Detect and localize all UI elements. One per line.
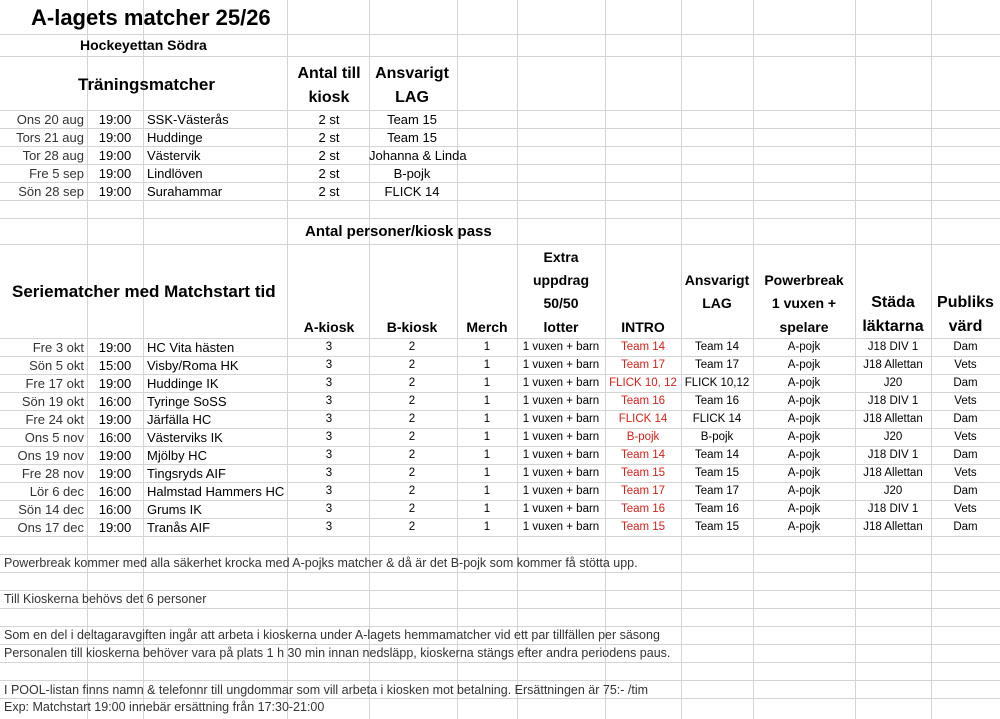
grid-row-line <box>0 200 1000 201</box>
series-lag-cell: Team 15 <box>694 467 740 479</box>
grid-row-line <box>0 536 1000 537</box>
training-opponent-cell: Lindlöven <box>147 166 203 181</box>
training-date-cell: Sön 28 sep <box>18 184 84 199</box>
col-extra-l3: 50/50 <box>543 295 579 311</box>
series-time-cell: 16:00 <box>98 484 132 499</box>
series-stada-cell: J18 DIV 1 <box>867 341 919 353</box>
series-a-cell: 3 <box>325 377 333 389</box>
grid-row-line <box>0 572 1000 573</box>
grid-row-line <box>0 590 1000 591</box>
series-a-cell: 3 <box>325 431 333 443</box>
grid-row-line <box>0 698 1000 699</box>
series-extra-cell: 1 vuxen + barn <box>522 449 600 461</box>
series-publik-cell: Vets <box>954 467 977 479</box>
col-stada-l1: Städa <box>871 294 915 311</box>
series-lag-cell: Team 15 <box>694 521 740 533</box>
series-stada-cell: J18 DIV 1 <box>867 503 919 515</box>
training-time-cell: 19:00 <box>98 166 132 181</box>
note-staff-time: Personalen till kioskerna behöver vara på plats 1 h 30 min innan nedsläpp, kioskerna stängs efter andra periodens paus. <box>4 646 671 660</box>
series-intro-cell: B-pojk <box>626 431 660 443</box>
grid-column-line <box>143 0 144 719</box>
series-time-cell: 19:00 <box>98 376 132 391</box>
series-merch-cell: 1 <box>483 377 491 389</box>
series-time-cell: 16:00 <box>98 430 132 445</box>
training-kiosk-cell: 2 st <box>318 166 340 181</box>
series-date-cell: Fre 17 okt <box>25 376 84 391</box>
grid-row-line <box>0 662 1000 663</box>
series-a-cell: 3 <box>325 341 333 353</box>
series-b-cell: 2 <box>408 449 416 461</box>
series-pb-cell: A-pojk <box>787 503 821 515</box>
col-lag-l2: LAG <box>702 295 732 311</box>
series-publik-cell: Vets <box>954 395 977 407</box>
series-publik-cell: Vets <box>954 359 977 371</box>
series-publik-cell: Dam <box>953 521 978 533</box>
series-date-cell: Sön 14 dec <box>18 502 84 517</box>
series-heading: Seriematcher med Matchstart tid <box>12 282 276 301</box>
grid-row-line <box>0 34 1000 35</box>
series-date-cell: Sön 19 okt <box>21 394 84 409</box>
series-time-cell: 16:00 <box>98 394 132 409</box>
training-kiosk-cell: 2 st <box>318 130 340 145</box>
series-b-cell: 2 <box>408 341 416 353</box>
series-lag-cell: Team 14 <box>694 341 740 353</box>
training-col-kiosk-l1: Antal till <box>297 65 361 82</box>
col-extra-l1: Extra <box>543 249 579 265</box>
series-b-cell: 2 <box>408 395 416 407</box>
series-merch-cell: 1 <box>483 449 491 461</box>
training-lag-cell: Team 15 <box>387 130 437 145</box>
series-intro-cell: Team 14 <box>620 449 666 461</box>
series-pb-cell: A-pojk <box>787 359 821 371</box>
series-stada-cell: J20 <box>883 485 903 497</box>
series-intro-cell: FLICK 10, 12 <box>609 377 677 389</box>
series-publik-cell: Vets <box>954 431 977 443</box>
series-extra-cell: 1 vuxen + barn <box>522 521 600 533</box>
training-date-cell: Tors 21 aug <box>16 130 84 145</box>
series-date-cell: Lör 6 dec <box>29 484 84 499</box>
series-stada-cell: J18 Allettan <box>863 521 923 533</box>
training-opponent-cell: Huddinge <box>147 130 203 145</box>
grid-row-line <box>0 644 1000 645</box>
series-b-cell: 2 <box>408 359 416 371</box>
series-stada-cell: J18 DIV 1 <box>867 449 919 461</box>
series-publik-cell: Vets <box>954 503 977 515</box>
series-opponent-cell: Huddinge IK <box>147 376 219 391</box>
series-pb-cell: A-pojk <box>787 521 821 533</box>
league-name: Hockeyettan Södra <box>80 37 207 53</box>
grid-row-line <box>0 374 1000 375</box>
series-date-cell: Ons 19 nov <box>17 448 84 463</box>
training-time-cell: 19:00 <box>98 130 132 145</box>
col-powerbreak-l1: Powerbreak <box>764 272 844 288</box>
series-publik-cell: Dam <box>953 413 978 425</box>
col-extra-l2: uppdrag <box>533 272 589 288</box>
series-extra-cell: 1 vuxen + barn <box>522 467 600 479</box>
series-date-cell: Sön 5 okt <box>29 358 84 373</box>
training-kiosk-cell: 2 st <box>318 148 340 163</box>
grid-row-line <box>0 464 1000 465</box>
training-date-cell: Fre 5 sep <box>29 166 84 181</box>
series-time-cell: 19:00 <box>98 448 132 463</box>
series-opponent-cell: Mjölby HC <box>147 448 207 463</box>
grid-row-line <box>0 218 1000 219</box>
training-opponent-cell: Västervik <box>147 148 201 163</box>
series-pb-cell: A-pojk <box>787 431 821 443</box>
training-kiosk-cell: 2 st <box>318 184 340 199</box>
series-opponent-cell: Halmstad Hammers HC <box>147 484 285 499</box>
series-opponent-cell: Järfälla HC <box>147 412 212 427</box>
series-date-cell: Ons 5 nov <box>24 430 84 445</box>
series-merch-cell: 1 <box>483 341 491 353</box>
grid-row-line <box>0 500 1000 501</box>
series-intro-cell: Team 16 <box>620 503 666 515</box>
grid-row-line <box>0 428 1000 429</box>
series-pb-cell: A-pojk <box>787 413 821 425</box>
series-opponent-cell: Grums IK <box>147 502 202 517</box>
series-extra-cell: 1 vuxen + barn <box>522 503 600 515</box>
training-lag-cell: Team 15 <box>387 112 437 127</box>
note-fee: Som en del i deltagaravgiften ingår att arbeta i kioskerna under A-lagets hemmamatcher vid ett par tillfällen per säsong <box>4 628 660 642</box>
series-merch-cell: 1 <box>483 485 491 497</box>
series-intro-cell: FLICK 14 <box>618 413 668 425</box>
grid-row-line <box>0 680 1000 681</box>
training-lag-cell: B-pojk <box>393 166 431 181</box>
series-a-cell: 3 <box>325 413 333 425</box>
training-date-cell: Tor 28 aug <box>22 148 84 163</box>
series-lag-cell: Team 16 <box>694 503 740 515</box>
series-pb-cell: A-pojk <box>787 395 821 407</box>
series-intro-cell: Team 17 <box>620 485 666 497</box>
series-lag-cell: FLICK 14 <box>692 413 742 425</box>
series-merch-cell: 1 <box>483 521 491 533</box>
series-time-cell: 19:00 <box>98 412 132 427</box>
series-merch-cell: 1 <box>483 431 491 443</box>
series-intro-cell: Team 15 <box>620 521 666 533</box>
series-stada-cell: J18 Allettan <box>863 359 923 371</box>
series-extra-cell: 1 vuxen + barn <box>522 377 600 389</box>
series-extra-cell: 1 vuxen + barn <box>522 431 600 443</box>
series-extra-cell: 1 vuxen + barn <box>522 359 600 371</box>
series-extra-cell: 1 vuxen + barn <box>522 341 600 353</box>
series-pb-cell: A-pojk <box>787 485 821 497</box>
training-opponent-cell: Surahammar <box>147 184 223 199</box>
col-a-kiosk: A-kiosk <box>303 319 355 335</box>
grid-row-line <box>0 554 1000 555</box>
col-publik-l2: värd <box>948 318 983 335</box>
series-stada-cell: J20 <box>883 377 903 389</box>
col-merch: Merch <box>466 319 508 335</box>
series-time-cell: 19:00 <box>98 520 132 535</box>
training-time-cell: 19:00 <box>98 112 132 127</box>
series-lag-cell: Team 17 <box>694 485 740 497</box>
grid-row-line <box>0 338 1000 339</box>
col-b-kiosk: B-kiosk <box>386 319 438 335</box>
series-lag-cell: Team 16 <box>694 395 740 407</box>
grid-row-line <box>0 164 1000 165</box>
grid-row-line <box>0 56 1000 57</box>
grid-row-line <box>0 146 1000 147</box>
note-example: Exp: Matchstart 19:00 innebär ersättning från 17:30-21:00 <box>4 700 325 714</box>
grid-row-line <box>0 518 1000 519</box>
sheet-title: A-lagets matcher 25/26 <box>31 5 271 30</box>
series-time-cell: 15:00 <box>98 358 132 373</box>
col-stada-l2: läktarna <box>862 318 924 335</box>
series-a-cell: 3 <box>325 503 333 515</box>
series-date-cell: Ons 17 dec <box>17 520 84 535</box>
grid-row-line <box>0 110 1000 111</box>
series-a-cell: 3 <box>325 395 333 407</box>
training-col-kiosk-l2: kiosk <box>308 89 350 106</box>
grid-row-line <box>0 446 1000 447</box>
col-extra-l4: lotter <box>543 319 579 335</box>
series-stada-cell: J18 Allettan <box>863 467 923 479</box>
series-stada-cell: J20 <box>883 431 903 443</box>
series-opponent-cell: Visby/Roma HK <box>147 358 239 373</box>
grid-row-line <box>0 182 1000 183</box>
training-lag-cell: FLICK 14 <box>384 184 440 199</box>
training-col-lag-l2: LAG <box>395 89 429 106</box>
series-merch-cell: 1 <box>483 359 491 371</box>
series-a-cell: 3 <box>325 359 333 371</box>
col-powerbreak-l2: 1 vuxen + <box>771 295 837 311</box>
series-b-cell: 2 <box>408 521 416 533</box>
training-date-cell: Ons 20 aug <box>16 112 84 127</box>
persons-heading: Antal personer/kiosk pass <box>305 223 492 240</box>
col-intro: INTRO <box>621 319 665 335</box>
series-publik-cell: Dam <box>953 449 978 461</box>
series-merch-cell: 1 <box>483 467 491 479</box>
grid-row-line <box>0 482 1000 483</box>
series-time-cell: 19:00 <box>98 340 132 355</box>
training-col-lag-l1: Ansvarigt <box>375 65 449 82</box>
series-date-cell: Fre 24 okt <box>25 412 84 427</box>
training-opponent-cell: SSK-Västerås <box>147 112 229 127</box>
training-heading: Träningsmatcher <box>78 75 215 94</box>
grid-row-line <box>0 392 1000 393</box>
training-lag-cell: Johanna & Linda <box>369 148 467 163</box>
series-opponent-cell: Tingsryds AIF <box>147 466 226 481</box>
series-extra-cell: 1 vuxen + barn <box>522 395 600 407</box>
col-publik-l1: Publiks <box>937 294 994 311</box>
series-publik-cell: Dam <box>953 341 978 353</box>
series-stada-cell: J18 DIV 1 <box>867 395 919 407</box>
series-a-cell: 3 <box>325 521 333 533</box>
series-time-cell: 19:00 <box>98 466 132 481</box>
col-lag-l1: Ansvarigt <box>684 272 750 288</box>
grid-row-line <box>0 626 1000 627</box>
training-time-cell: 19:00 <box>98 148 132 163</box>
series-intro-cell: Team 15 <box>620 467 666 479</box>
series-a-cell: 3 <box>325 467 333 479</box>
series-pb-cell: A-pojk <box>787 467 821 479</box>
series-opponent-cell: Tyringe SoSS <box>147 394 227 409</box>
series-publik-cell: Dam <box>953 485 978 497</box>
grid-row-line <box>0 608 1000 609</box>
series-date-cell: Fre 28 nov <box>21 466 84 481</box>
series-stada-cell: J18 Allettan <box>863 413 923 425</box>
series-opponent-cell: Tranås AIF <box>147 520 211 535</box>
series-extra-cell: 1 vuxen + barn <box>522 413 600 425</box>
series-lag-cell: B-pojk <box>700 431 734 443</box>
series-pb-cell: A-pojk <box>787 341 821 353</box>
series-pb-cell: A-pojk <box>787 449 821 461</box>
note-pool: I POOL-listan finns namn & telefonnr till ungdommar som vill arbeta i kiosken mot betalning. Ersättningen är 75:- /tim <box>4 683 649 697</box>
note-kiosk-count: Till Kioskerna behövs det 6 personer <box>4 592 207 606</box>
series-lag-cell: FLICK 10,12 <box>684 377 750 389</box>
series-lag-cell: Team 17 <box>694 359 740 371</box>
series-intro-cell: Team 17 <box>620 359 666 371</box>
series-b-cell: 2 <box>408 431 416 443</box>
series-b-cell: 2 <box>408 485 416 497</box>
col-powerbreak-l3: spelare <box>779 319 829 335</box>
series-merch-cell: 1 <box>483 395 491 407</box>
series-b-cell: 2 <box>408 503 416 515</box>
series-lag-cell: Team 14 <box>694 449 740 461</box>
series-intro-cell: Team 16 <box>620 395 666 407</box>
series-b-cell: 2 <box>408 413 416 425</box>
series-extra-cell: 1 vuxen + barn <box>522 485 600 497</box>
training-kiosk-cell: 2 st <box>318 112 340 127</box>
series-opponent-cell: Västerviks IK <box>147 430 223 445</box>
series-intro-cell: Team 14 <box>620 341 666 353</box>
series-a-cell: 3 <box>325 485 333 497</box>
training-time-cell: 19:00 <box>98 184 132 199</box>
series-opponent-cell: HC Vita hästen <box>147 340 235 355</box>
series-pb-cell: A-pojk <box>787 377 821 389</box>
series-date-cell: Fre 3 okt <box>32 340 84 355</box>
note-powerbreak: Powerbreak kommer med alla säkerhet krocka med A-pojks matcher & då är det B-pojk som kommer få stötta upp. <box>4 556 638 570</box>
series-merch-cell: 1 <box>483 413 491 425</box>
series-a-cell: 3 <box>325 449 333 461</box>
grid-row-line <box>0 356 1000 357</box>
series-time-cell: 16:00 <box>98 502 132 517</box>
grid-row-line <box>0 410 1000 411</box>
grid-row-line <box>0 128 1000 129</box>
grid-row-line <box>0 244 1000 245</box>
series-merch-cell: 1 <box>483 503 491 515</box>
series-publik-cell: Dam <box>953 377 978 389</box>
series-b-cell: 2 <box>408 377 416 389</box>
series-b-cell: 2 <box>408 467 416 479</box>
